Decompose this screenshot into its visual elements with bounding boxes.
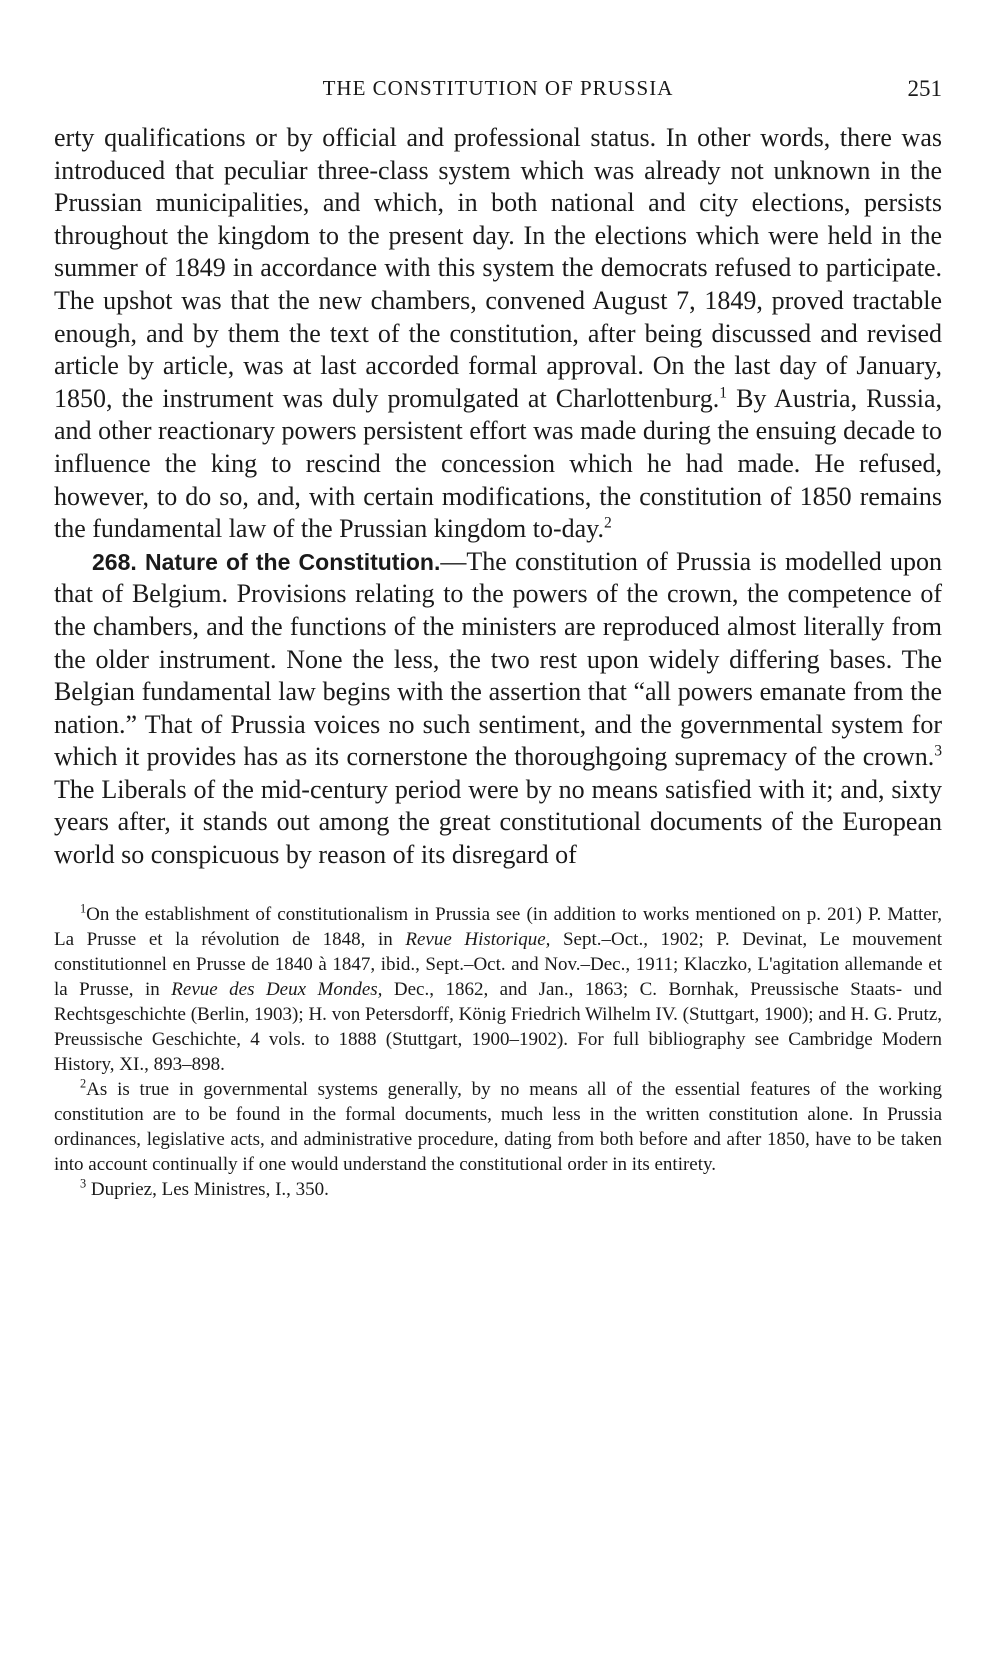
section-title: Nature of the Constitution.	[145, 548, 441, 575]
running-head	[54, 76, 942, 116]
footnote-text: On the establishment of constitutionalism in Prussia see (in addition to works mentioned on p. 201) P. Matter, La Prusse et la révolution de 1848, in	[54, 903, 942, 950]
footnotes	[54, 902, 942, 1202]
paragraph-continuation	[54, 122, 942, 546]
footnote-3	[54, 1177, 942, 1202]
paragraph-text: The Liberals of the mid-century period were by no means satisfied with it; and, sixty years after, it stands out among the great constitutional documents of the European world so conspicuous by reason of its disregard of	[54, 774, 942, 870]
footnote-ref-1: 1	[719, 384, 728, 402]
section-number: 268.	[92, 548, 137, 575]
footnote-ref-2: 2	[603, 514, 612, 532]
footnote-text: Dupriez, Les Ministres, I., 350.	[90, 1178, 329, 1200]
book-page	[54, 76, 942, 1202]
footnote-ref-3: 3	[934, 742, 942, 760]
paragraph-text: By Austria, Russia, and other reactionary powers persistent effort was made during the ensuing decade to influence the king to rescind the concession which he had made. He refused, however, to do so, and, with certain modifications, the constitution of 1850 remains the fundamental law of the Prussian kingdom to-day.	[54, 383, 943, 544]
footnote-1	[54, 902, 942, 1077]
page-number: 251	[907, 76, 942, 101]
footnote-italic: Revue Historique,	[405, 928, 551, 950]
footnote-marker: 2	[80, 1076, 87, 1091]
footnote-2	[54, 1077, 942, 1177]
footnote-text: Sept.–Oct., 1902; P. Devinat, Le mouvement constitutionnel en Prusse de 1840 à 1847, ibid., Sept.–Oct. and Nov.–Dec., 1911; Klaczko, L'agitation allemande et la Prusse, in	[54, 928, 943, 1000]
paragraph-text: erty qualifications or by official and professional status. In other words, there was introduced that peculiar three-class system which was already not unknown in the Prussian municipalities, and which, in both national and city elections, persists throughout the kingdom to the present day. In the elections which were held in the summer of 1849 in accordance with this system the democrats refused to participate. The upshot was that the new chambers, convened August 7, 1849, proved tractable enough, and by them the text of the constitution, after being discussed and revised article by article, was at last accorded formal approval. On the last day of January, 1850, the instrument was duly promulgated at Charlottenburg.	[54, 123, 942, 413]
footnote-italic: Revue des Deux Mondes,	[171, 978, 383, 1000]
footnote-text: Dec., 1862, and Jan., 1863; C. Bornhak, Preussische Staats- und Rechtsgeschichte (Berlin, 1903); H. von Petersdorff, König Friedrich Wilhelm IV. (Stuttgart, 1900); and H. G. Prutz, Preussische Geschichte, 4 vols. to 1888 (Stuttgart, 1900–1902). For full bibliography see Cambridge Modern History, XI., 893–898.	[54, 978, 942, 1075]
paragraph-text: —The constitution of Prussia is modelled upon that of Belgium. Provisions relating to the powers of the crown, the competence of the chambers, and the functions of the ministers are reproduced almost literally from the older instrument. None the less, the two rest upon widely differing bases. The Belgian fundamental law begins with the assertion that “all powers emanate from the nation.” That of Prussia voices no such sentiment, and the governmental system for which it provides has as its cornerstone the thoroughgoing supremacy of the crown.	[54, 546, 943, 772]
paragraph-section-268	[54, 546, 942, 872]
footnote-text: As is true in governmental systems generally, by no means all of the essential features of the working constitution are to be found in the formal documents, much less in the written constitution alone. In Prussia ordinances, legislative acts, and administrative procedure, dating from both before and after 1850, have to be taken into account continually if one would understand the constitutional order in its entirety.	[54, 1078, 942, 1175]
footnote-marker: 3	[80, 1176, 87, 1191]
footnote-marker: 1	[80, 901, 87, 916]
body-text	[54, 122, 942, 872]
running-title: THE CONSTITUTION OF PRUSSIA	[322, 76, 674, 100]
